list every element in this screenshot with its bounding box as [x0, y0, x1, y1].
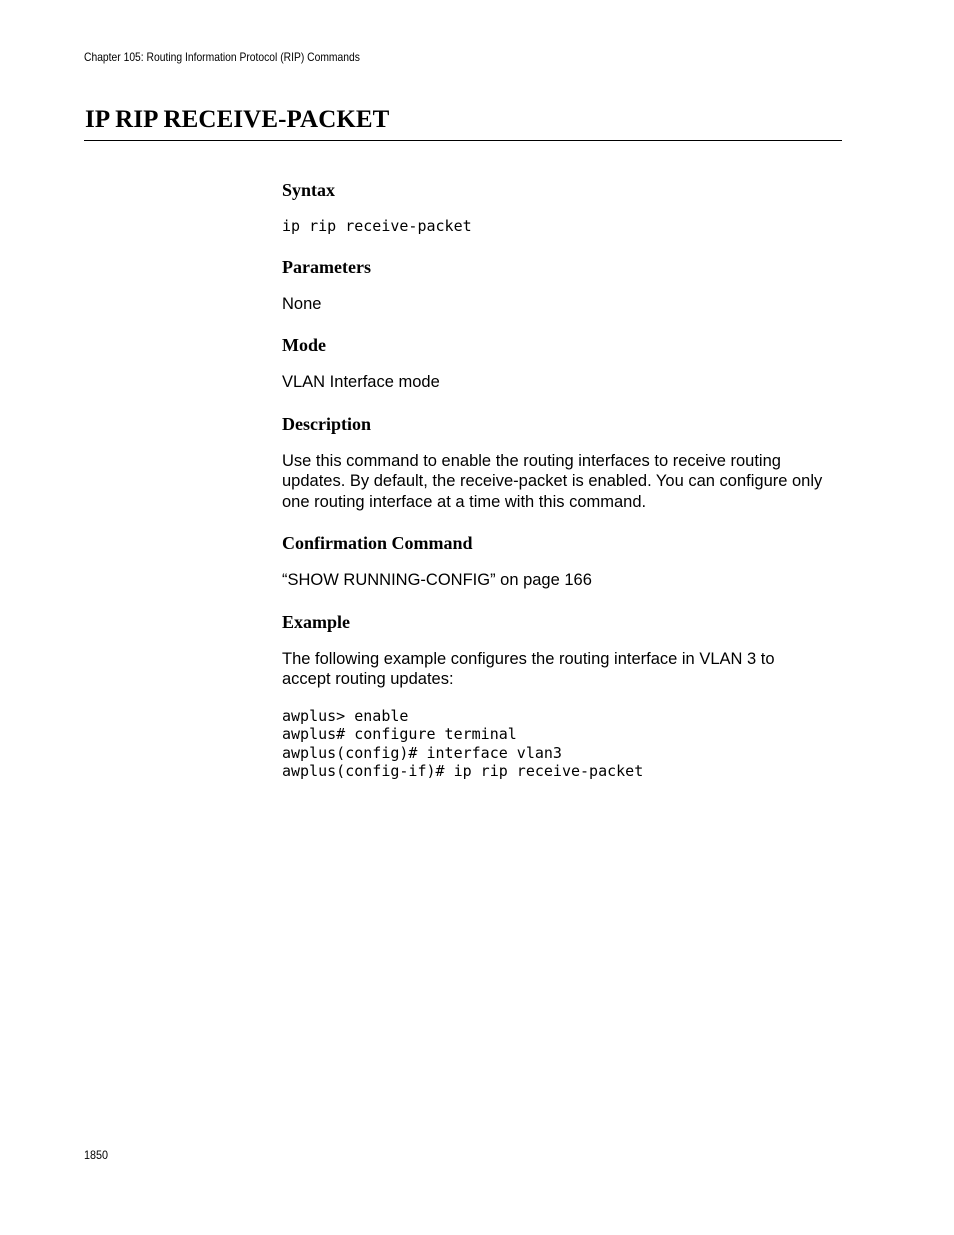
confirmation-command-link[interactable]: “SHOW RUNNING-CONFIG” on page 166 — [282, 571, 592, 590]
command-reference-body — [282, 179, 847, 781]
page-title: IP RIP RECEIVE-PACKET — [85, 106, 390, 133]
example-line: accept routing updates: — [282, 670, 454, 689]
confirmation-command-heading: Confirmation Command — [282, 533, 473, 554]
syntax-heading: Syntax — [282, 180, 336, 200]
description-line: one routing interface at a time with this command. — [282, 492, 647, 511]
mode-heading: Mode — [282, 335, 326, 356]
example-code-line: awplus> enable — [282, 706, 409, 725]
syntax-code: ip rip receive-packet — [282, 217, 472, 235]
example-paragraph — [282, 649, 847, 690]
example-code-line: awplus(config-if)# ip rip receive-packet — [282, 762, 644, 781]
title-divider — [84, 140, 842, 141]
example-code-block — [282, 707, 847, 781]
example-heading: Example — [282, 611, 351, 632]
example-code-line: awplus(config)# interface vlan3 — [282, 743, 562, 762]
example-line: The following example configures the routing interface in VLAN 3 to — [282, 649, 775, 668]
description-line: updates. By default, the receive-packet is enabled. You can configure only — [282, 472, 823, 491]
page-number: 1850 — [84, 1148, 109, 1162]
mode-text: VLAN Interface mode — [282, 373, 440, 392]
description-paragraph — [282, 451, 847, 513]
example-code-line: awplus# configure terminal — [282, 725, 517, 744]
running-header: Chapter 105: Routing Information Protocol (RIP) Commands — [84, 50, 360, 64]
parameters-text: None — [282, 294, 322, 313]
description-heading: Description — [282, 413, 371, 434]
description-line: Use this command to enable the routing interfaces to receive routing — [282, 451, 781, 470]
parameters-heading: Parameters — [282, 256, 371, 277]
